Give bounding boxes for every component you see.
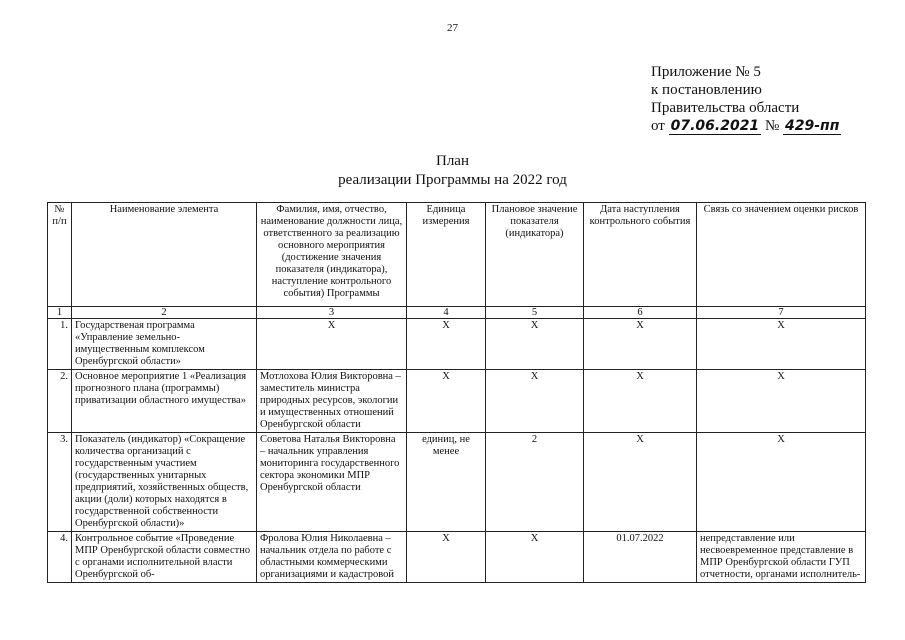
column-number: 1	[48, 307, 72, 319]
resolution-number: 429-пп	[785, 118, 840, 134]
page-number: 27	[447, 22, 458, 34]
unit-of-measure: Х	[407, 319, 486, 370]
column-number: 3	[257, 307, 407, 319]
risk-link: Х	[697, 319, 866, 370]
appendix-line-1: Приложение № 5	[651, 64, 761, 80]
element-name: Показатель (индикатор) «Сокращение количества организаций с государственным участием (государственных унитарных предприятий, хозяйственных обществ, акции (доли) которых находятся в государственной собственности Оренбургской области)»	[72, 433, 257, 532]
number-prefix: №	[764, 118, 780, 134]
element-name: Государственая программа «Управление земельно-имущественным комплексом Оренбургской области»	[72, 319, 257, 370]
column-number-row	[48, 307, 866, 319]
responsible-person: Советова Наталья Викторовна – начальник управления мониторинга государственного сектора экономики МПР Оренбургской области	[257, 433, 407, 532]
control-event-date: 01.07.2022	[584, 532, 697, 583]
row-number: 1.	[48, 319, 72, 370]
appendix-line-4	[651, 117, 891, 135]
responsible-person: Мотлохова Юлия Викторовна – заместитель министра природных ресурсов, экологии и имущественных отношений Оренбургской области	[257, 370, 407, 433]
unit-of-measure: Х	[407, 370, 486, 433]
appendix-line-2: к постановлению	[651, 82, 762, 98]
control-event-date: Х	[584, 433, 697, 532]
header-num: № п/п	[48, 203, 72, 307]
responsible-person: Х	[257, 319, 407, 370]
header-plan: Плановое значение показателя (индикатора)	[486, 203, 584, 307]
control-event-date: Х	[584, 319, 697, 370]
row-number: 2.	[48, 370, 72, 433]
element-name: Контрольное событие «Проведение МПР Оренбургской области совместно с органами исполнительной власти Оренбургской об-	[72, 532, 257, 583]
row-number: 3.	[48, 433, 72, 532]
planned-value: Х	[486, 532, 584, 583]
document-title	[0, 152, 905, 190]
header-date: Дата наступления контрольного события	[584, 203, 697, 307]
header-responsible: Фамилия, имя, отчество, наименование должности лица, ответственного за реализацию основного мероприятия (достижение значения показателя (индикатора), наступление контрольного события) Программы	[257, 203, 407, 307]
header-risk: Связь со значением оценки рисков	[697, 203, 866, 307]
planned-value: Х	[486, 319, 584, 370]
resolution-date: 07.06.2021	[670, 118, 760, 134]
table-row	[48, 433, 866, 532]
planned-value: 2	[486, 433, 584, 532]
table-row	[48, 532, 866, 583]
plan-table	[47, 202, 866, 583]
column-number: 7	[697, 307, 866, 319]
element-name: Основное мероприятие 1 «Реализация прогнозного плана (программы) приватизации областного имущества»	[72, 370, 257, 433]
column-number: 4	[407, 307, 486, 319]
column-number: 5	[486, 307, 584, 319]
risk-link: Х	[697, 433, 866, 532]
row-number: 4.	[48, 532, 72, 583]
unit-of-measure: Х	[407, 532, 486, 583]
unit-of-measure: единиц, не менее	[407, 433, 486, 532]
appendix-line-3: Правительства области	[651, 100, 800, 116]
risk-link: непредставление или несвоевременное представление в МПР Оренбургской области ГУП отчетности, органами исполнитель-	[697, 532, 866, 583]
column-number: 2	[72, 307, 257, 319]
table-row	[48, 370, 866, 433]
appendix-block	[651, 63, 891, 135]
column-number: 6	[584, 307, 697, 319]
title-line-2: реализации Программы на 2022 год	[338, 172, 567, 188]
from-prefix: от	[651, 118, 665, 134]
planned-value: Х	[486, 370, 584, 433]
header-row	[48, 203, 866, 307]
risk-link: Х	[697, 370, 866, 433]
table-row	[48, 319, 866, 370]
header-name: Наименование элемента	[72, 203, 257, 307]
responsible-person: Фролова Юлия Николаевна – начальник отдела по работе с областными коммерческими организациями и кадастровой	[257, 532, 407, 583]
title-line-1: План	[435, 153, 469, 169]
header-unit: Единица измерения	[407, 203, 486, 307]
control-event-date: Х	[584, 370, 697, 433]
